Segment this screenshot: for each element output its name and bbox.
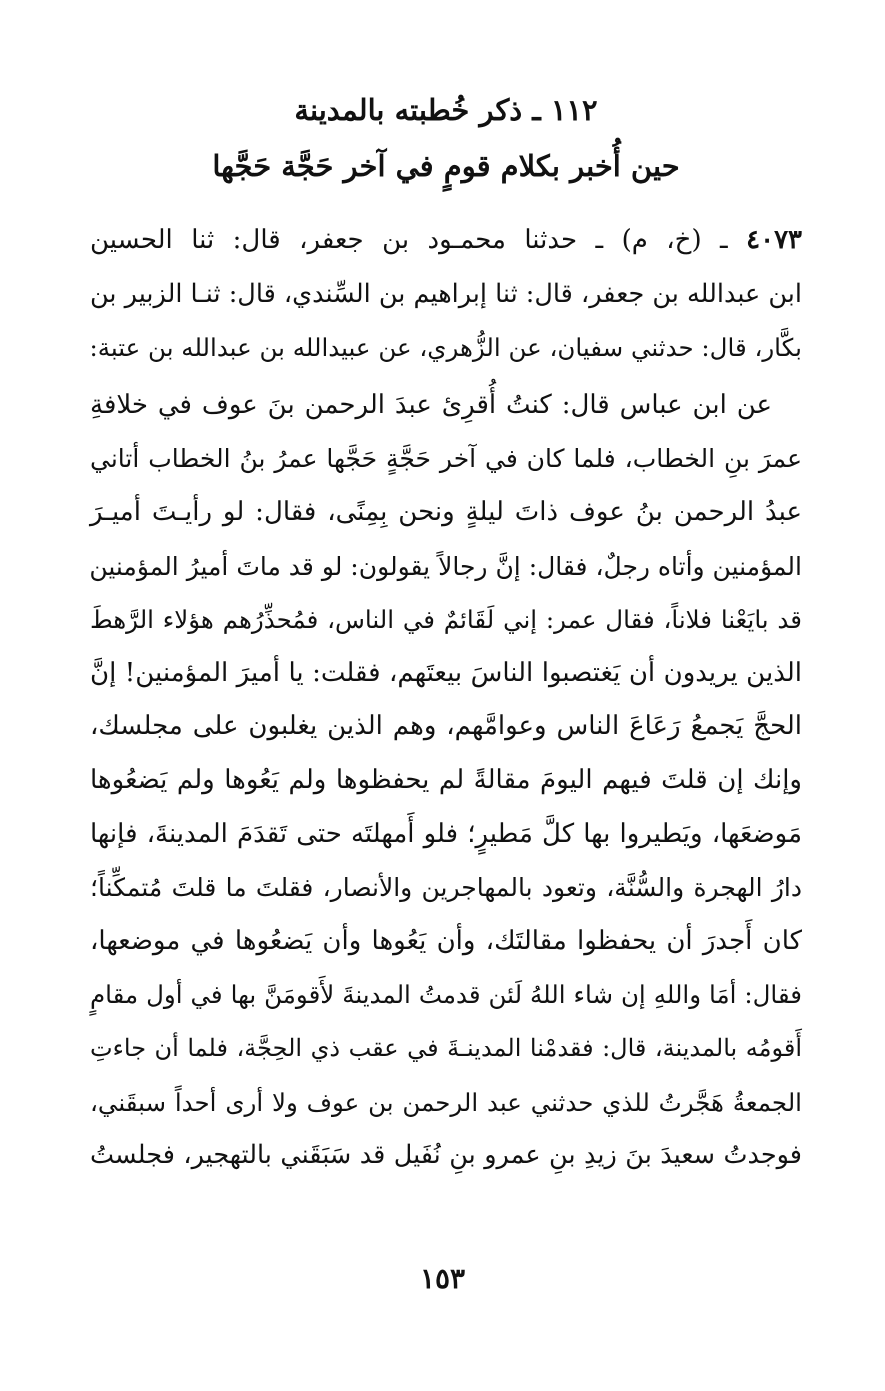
matn-line-2: عمرَ بنِ الخطاب، فلما كان في آخر حَجَّةٍ حَجَّها عمرُ بنُ الخطاب أتاني <box>90 444 802 474</box>
isnad-paragraph <box>90 214 802 375</box>
matn-line-11: كان أَجدرَ أن يحفظوا مقالتَك، وأن يَعُوها وأن يَضعُوها في موضعها، <box>90 925 802 956</box>
matn-line-15: فوجدتُ سعيدَ بنَ زيدِ بنِ عمرو بنِ نُفَيل قد سَبَقَني بالتهجير، فجلستُ <box>90 1140 802 1171</box>
matn-line-8: وإنك إن قلتَ فيهم اليومَ مقالةً لم يحفظوها ولم يَعُوها ولم يَضعُوها <box>90 764 802 795</box>
isnad-line-1 <box>90 214 802 268</box>
chapter-subtitle: حين أُخبر بكلام قومٍ في آخر حَجَّة حَجَّها <box>212 149 680 183</box>
isnad-line-3: بكَّار، قال: حدثني سفيان، عن الزُّهري، عن عبيدالله بن عبدالله بن عتبة: <box>89 333 802 363</box>
matn-paragraph <box>90 379 802 1183</box>
chapter-heading <box>90 82 802 194</box>
matn-line-7: الحجَّ يَجمعُ رَعَاعَ الناس وعوامَّهم، وهم الذين يغلبون على مجلسك، <box>90 711 802 742</box>
hadith-number: ٤٠٧٣ <box>746 225 802 255</box>
isnad-line-1-text: ـ (خ، م) ـ حدثنا محمـود بن جعفر، قال: ثنا الحسين <box>90 225 747 255</box>
isnad-line-2: ابن عبدالله بن جعفر، قال: ثنا إبراهيم بن السِّندي، قال: ثنـا الزبير بن <box>90 278 802 309</box>
matn-line-9: مَوضعَها، ويَطيروا بها كلَّ مَطيرٍ؛ فلو أَمهلتَه حتى تَقدَمَ المدينةَ، فإنها <box>90 818 802 849</box>
matn-line-6: الذين يريدون أن يَغتصبوا الناسَ بيعتَهم، فقلت: يا أميرَ المؤمنين! إنَّ <box>90 657 802 688</box>
matn-line-14: الجمعةُ هَجَّرتُ للذي حدثني عبد الرحمن بن عوف ولا أرى أحداً سبقَني، <box>90 1087 802 1117</box>
page-content <box>90 82 802 1183</box>
matn-line-5: قد بايَعْنا فلاناً، فقال عمر: إني لَقَائمٌ في الناس، فمُحذِّرُهم هؤلاء الرَّهطَ <box>90 605 802 635</box>
chapter-title: ١١٢ ـ ذكر خُطبته بالمدينة <box>294 93 598 127</box>
matn-line-3: عبدُ الرحمن بنُ عوف ذاتَ ليلةٍ ونحن بِمِنًى، فقال: لو رأيـتَ أميـرَ <box>90 496 802 527</box>
matn-line-10: دارُ الهجرة والسُّنَّة، وتعود بالمهاجرين والأنصار، فقلتَ ما قلتَ مُتمكِّناً؛ <box>90 873 802 903</box>
matn-line-12: فقال: أمَا واللهِ إن شاء اللهُ لَئن قدمتُ المدينةَ لأَقومَنَّ بها في أول مقامٍ <box>90 980 802 1010</box>
page-number: ١٥٣ <box>419 1262 466 1295</box>
matn-line-1: عن ابن عباس قال: كنتُ أُقرِئ عبدَ الرحمن بنَ عوف في خلافةِ <box>90 389 772 420</box>
matn-line-4: المؤمنين وأتاه رجلٌ، فقال: إنَّ رجالاً يقولون: لو قد ماتَ أميرُ المؤمنين <box>89 551 802 581</box>
matn-line-13: أَقومُه بالمدينة، قال: فقدمْنا المدينـةَ في عقب ذي الحِجَّة، فلما أن جاءتِ <box>90 1033 802 1062</box>
